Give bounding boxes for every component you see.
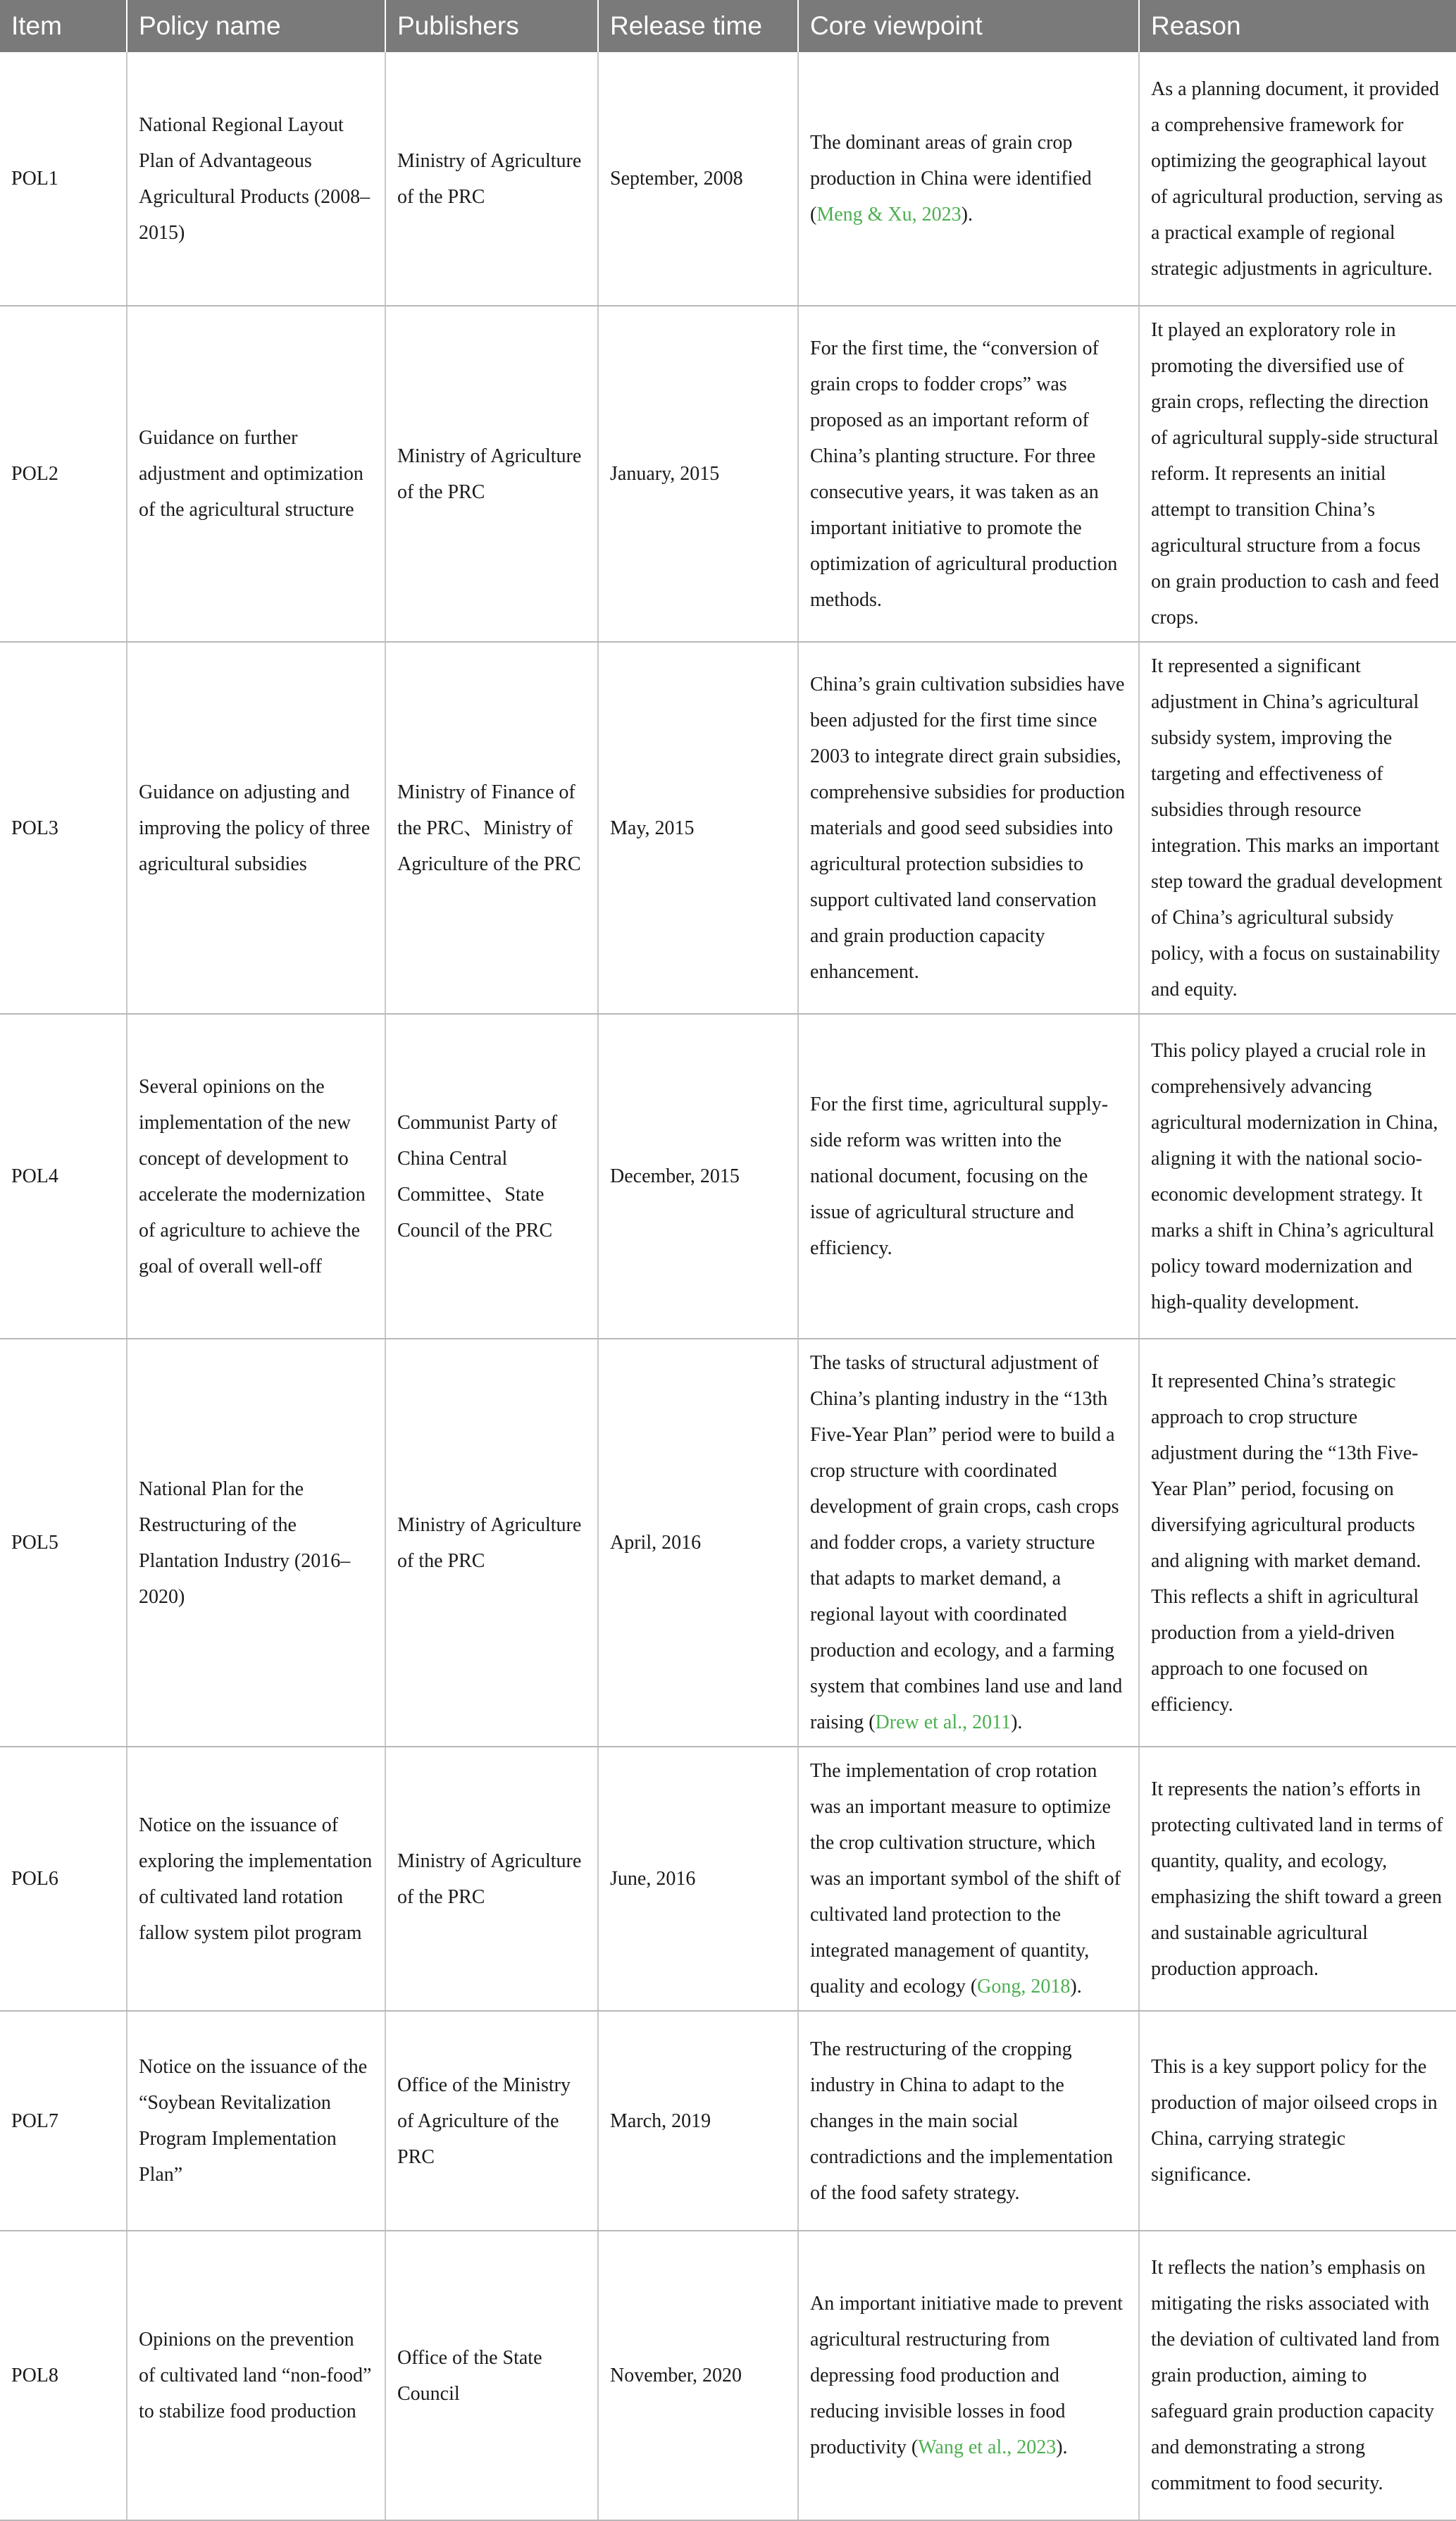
release-time-cell: May, 2015 xyxy=(598,642,798,1014)
viewpoint-text-end: ). xyxy=(1056,2436,1068,2458)
core-viewpoint-cell xyxy=(798,1014,1139,1339)
publisher-cell: Ministry of Finance of the PRC、Ministry of Agriculture of the PRC xyxy=(385,642,598,1014)
core-viewpoint-cell xyxy=(798,1339,1139,1747)
release-time-cell: September, 2008 xyxy=(598,52,798,306)
table-row xyxy=(0,52,1456,306)
publisher-cell: Ministry of Agriculture of the PRC xyxy=(385,1339,598,1747)
publisher-cell: Ministry of Agriculture of the PRC xyxy=(385,52,598,306)
policy-name-cell: National Plan for the Restructuring of the Plantation Industry (2016–2020) xyxy=(127,1339,385,1747)
publisher-cell: Ministry of Agriculture of the PRC xyxy=(385,306,598,642)
reason-cell: This policy played a crucial role in comprehensively advancing agricultural modernization in China, aligning it with the national socio-economic development strategy. It marks a shift in China’s agricultural policy toward modernization and high-quality development. xyxy=(1139,1014,1456,1339)
table-row xyxy=(0,1747,1456,2011)
core-viewpoint-cell xyxy=(798,2231,1139,2520)
release-time-cell: January, 2015 xyxy=(598,306,798,642)
header-policy-name: Policy name xyxy=(127,0,385,52)
publisher-cell: Communist Party of China Central Committee、State Council of the PRC xyxy=(385,1014,598,1339)
citation-link[interactable]: Drew et al., 2011 xyxy=(875,1711,1012,1733)
header-row xyxy=(0,0,1456,52)
table-row xyxy=(0,2231,1456,2520)
table-row xyxy=(0,2011,1456,2231)
release-time-cell: April, 2016 xyxy=(598,1339,798,1747)
viewpoint-text-end: ). xyxy=(1070,1976,1082,1997)
viewpoint-text-end: ). xyxy=(1011,1711,1023,1733)
policy-name-cell: Guidance on further adjustment and optimization of the agricultural structure xyxy=(127,306,385,642)
release-time-cell: March, 2019 xyxy=(598,2011,798,2231)
viewpoint-text: For the first time, agricultural supply-side reform was written into the national document, focusing on the issue of agricultural structure and efficiency. xyxy=(810,1094,1109,1259)
reason-cell: It represented a significant adjustment in China’s agricultural subsidy system, improving the targeting and effectiveness of subsidies through resource integration. This marks an important step toward the gradual development of China’s agricultural subsidy policy, with a focus on sustainability and equity. xyxy=(1139,642,1456,1014)
viewpoint-text-end: ). xyxy=(961,204,973,225)
publisher-cell: Office of the Ministry of Agriculture of the PRC xyxy=(385,2011,598,2231)
core-viewpoint-cell xyxy=(798,2011,1139,2231)
reason-cell: It represented China’s strategic approach to crop structure adjustment during the “13th Five-Year Plan” period, focusing on diversifying agricultural products and aligning with market demand. This reflects a shift in agricultural production from a yield-driven approach to one focused on efficiency. xyxy=(1139,1339,1456,1747)
citation-link[interactable]: Gong, 2018 xyxy=(977,1976,1071,1997)
reason-cell: It represents the nation’s efforts in protecting cultivated land in terms of quantity, quality, and ecology, emphasizing the shift toward a green and sustainable agricultural production approach. xyxy=(1139,1747,1456,2011)
release-time-cell: June, 2016 xyxy=(598,1747,798,2011)
publisher-cell: Office of the State Council xyxy=(385,2231,598,2520)
publisher-cell: Ministry of Agriculture of the PRC xyxy=(385,1747,598,2011)
viewpoint-text: The implementation of crop rotation was an important measure to optimize the crop cultivation structure, which was an important symbol of the shift of cultivated land protection to the integrated management of quantity, quality and ecology ( xyxy=(810,1760,1121,1997)
viewpoint-text: China’s grain cultivation subsidies have been adjusted for the first time since 2003 to integrate direct grain subsidies, comprehensive subsidies for production materials and good seed subsidies into agricultural protection subsidies to support cultivated land conservation and grain production capacity enhancement. xyxy=(810,673,1126,983)
viewpoint-text: The restructuring of the cropping industry in China to adapt to the changes in the main social contradictions and the implementation of the food safety strategy. xyxy=(810,2038,1113,2204)
core-viewpoint-cell xyxy=(798,642,1139,1014)
release-time-cell: December, 2015 xyxy=(598,1014,798,1339)
viewpoint-text: An important initiative made to prevent agricultural restructuring from depressing food production and reducing invisible losses in food productivity ( xyxy=(810,2293,1123,2458)
table-row xyxy=(0,306,1456,642)
item-cell: POL7 xyxy=(0,2011,127,2231)
policy-name-cell: Notice on the issuance of the “Soybean Revitalization Program Implementation Plan” xyxy=(127,2011,385,2231)
viewpoint-text: For the first time, the “conversion of grain crops to fodder crops” was proposed as an important reform of China’s planting structure. For three consecutive years, it was taken as an important initiative to promote the optimization of agricultural production methods. xyxy=(810,337,1118,611)
reason-cell: This is a key support policy for the production of major oilseed crops in China, carrying strategic significance. xyxy=(1139,2011,1456,2231)
reason-cell: As a planning document, it provided a comprehensive framework for optimizing the geographical layout of agricultural production, serving as a practical example of regional strategic adjustments in agriculture. xyxy=(1139,52,1456,306)
item-cell: POL1 xyxy=(0,52,127,306)
viewpoint-text: The tasks of structural adjustment of China’s planting industry in the “13th Five-Year Plan” period were to build a crop structure with coordinated development of grain crops, cash crops and fodder crops, a variety structure that adapts to market demand, a regional layout with coordinated production and ecology, and a farming system that combines land use and land raising ( xyxy=(810,1352,1123,1733)
policy-name-cell: Several opinions on the implementation of the new concept of development to accelerate the modernization of agriculture to achieve the goal of overall well-off xyxy=(127,1014,385,1339)
item-cell: POL5 xyxy=(0,1339,127,1747)
citation-link[interactable]: Meng & Xu, 2023 xyxy=(816,204,962,225)
header-core-viewpoint: Core viewpoint xyxy=(798,0,1139,52)
release-time-cell: November, 2020 xyxy=(598,2231,798,2520)
table-row xyxy=(0,642,1456,1014)
policy-name-cell: Guidance on adjusting and improving the policy of three agricultural subsidies xyxy=(127,642,385,1014)
viewpoint-text: The dominant areas of grain crop production in China were identified ( xyxy=(810,132,1092,225)
policy-name-cell: National Regional Layout Plan of Advantageous Agricultural Products (2008–2015) xyxy=(127,52,385,306)
table-header xyxy=(0,0,1456,52)
reason-cell: It reflects the nation’s emphasis on mitigating the risks associated with the deviation of cultivated land from grain production, aiming to safeguard grain production capacity and demonstrating a strong commitment to food security. xyxy=(1139,2231,1456,2520)
core-viewpoint-cell xyxy=(798,52,1139,306)
policy-name-cell: Notice on the issuance of exploring the implementation of cultivated land rotation fallow system pilot program xyxy=(127,1747,385,2011)
citation-link[interactable]: Wang et al., 2023 xyxy=(918,2436,1057,2458)
header-release-time: Release time xyxy=(598,0,798,52)
item-cell: POL8 xyxy=(0,2231,127,2520)
table-row xyxy=(0,1339,1456,1747)
reason-cell: It played an exploratory role in promoting the diversified use of grain crops, reflecting the direction of agricultural supply-side structural reform. It represents an initial attempt to transition China’s agricultural structure from a focus on grain production to cash and feed crops. xyxy=(1139,306,1456,642)
item-cell: POL2 xyxy=(0,306,127,642)
policy-name-cell: Opinions on the prevention of cultivated land “non-food” to stabilize food production xyxy=(127,2231,385,2520)
header-item: Item xyxy=(0,0,127,52)
core-viewpoint-cell xyxy=(798,306,1139,642)
item-cell: POL4 xyxy=(0,1014,127,1339)
item-cell: POL6 xyxy=(0,1747,127,2011)
table-row xyxy=(0,1014,1456,1339)
core-viewpoint-cell xyxy=(798,1747,1139,2011)
header-publishers: Publishers xyxy=(385,0,598,52)
header-reason: Reason xyxy=(1139,0,1456,52)
item-cell: POL3 xyxy=(0,642,127,1014)
